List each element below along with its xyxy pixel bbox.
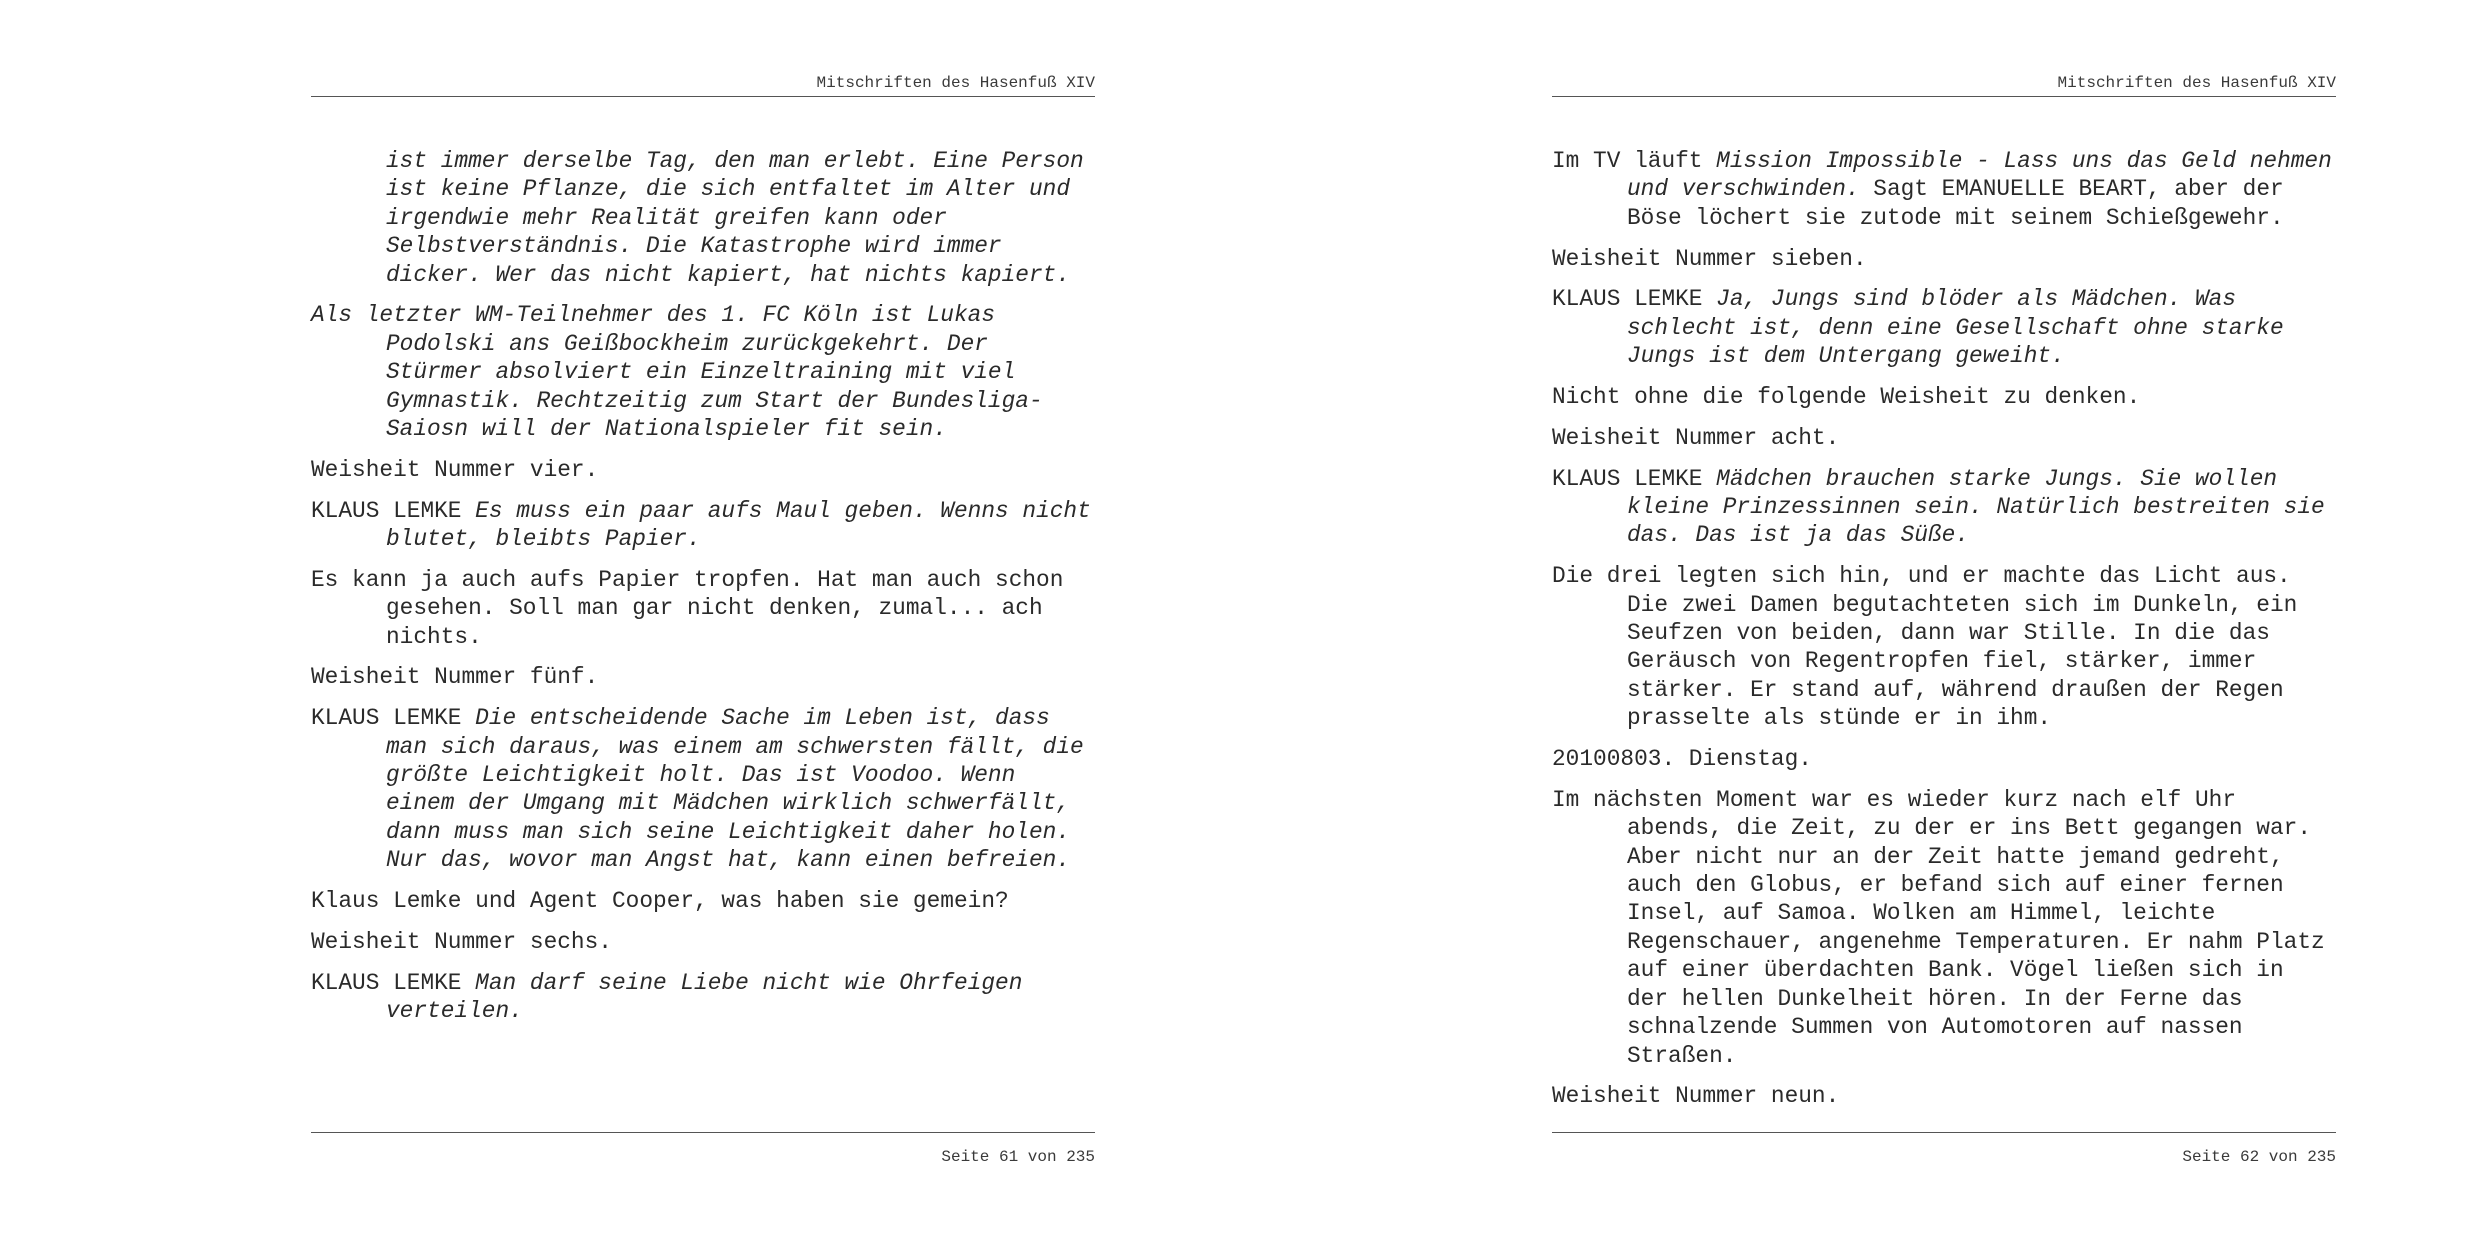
paragraph: Als letzter WM-Teilnehmer des 1. FC Köln ist Lukas Podolski ans Geißbockheim zurückgekehrt. Der Stürmer absolviert ein Einzeltraining mit viel Gymnastik. Rechtzeitig zum Start der Bundesliga-Saiosn will der Nationalspieler fit sein.: [311, 302, 1043, 443]
paragraph: Im nächsten Moment war es wieder kurz nach elf Uhr abends, die Zeit, zu der er ins Bett gegangen war. Aber nicht nur an der Zeit hatte jemand gedreht, auch den Globus, er befand sich auf einer fernen Insel, auf Samoa. Wolken am Himmel, leichte Regenschauer, angenehme Temperaturen. Er nahm Platz auf einer überdachten Bank. Vögel ließen sich in der hellen Dunkelheit hören. In der Ferne das schnalzende Summen von Automotoren auf nassen Straßen.: [1552, 786, 2325, 1069]
speaker-name: KLAUS LEMKE: [1552, 286, 1703, 313]
paragraph: Es kann ja auch aufs Papier tropfen. Hat man auch schon gesehen. Soll man gar nicht denken, zumal... ach nichts.: [311, 566, 1064, 650]
speaker-name: KLAUS LEMKE: [311, 969, 462, 996]
paragraph: KLAUS LEMKE Es muss ein paar aufs Maul geben. Wenns nicht blutet, bleibts Papier.: [311, 497, 1091, 553]
footer-rule: [1552, 1132, 2336, 1133]
paragraph: ist immer derselbe Tag, den man erlebt. Eine Person ist keine Pflanze, die sich entfaltet im Alter und irgendwie mehr Realität greifen kann oder Selbstverständnis. Die Katastrophe wird immer dicker. Wer das nicht kapiert, hat nichts kapiert.: [386, 148, 1084, 288]
paragraph: KLAUS LEMKE Ja, Jungs sind blöder als Mädchen. Was schlecht ist, denn eine Gesellschaft ohne starke Jungs ist dem Untergang geweiht.: [1552, 286, 2284, 370]
footer-rule: [311, 1132, 1095, 1133]
paragraph: KLAUS LEMKE Man darf seine Liebe nicht wie Ohrfeigen verteilen.: [311, 969, 1023, 1025]
header-rule: [311, 96, 1095, 97]
paragraph: Weisheit Nummer sechs.: [311, 928, 612, 955]
running-header: Mitschriften des Hasenfuß XIV: [2057, 74, 2336, 92]
paragraph: Weisheit Nummer fünf.: [311, 664, 599, 691]
page-number: Seite 62 von 235: [2182, 1148, 2336, 1166]
paragraph: Weisheit Nummer vier.: [311, 456, 599, 483]
paragraph: KLAUS LEMKE Mädchen brauchen starke Jungs. Sie wollen kleine Prinzessinnen sein. Natürlich bestreiten sie das. Das ist ja das Süße.: [1552, 465, 2325, 549]
running-header: Mitschriften des Hasenfuß XIV: [816, 74, 1095, 92]
left-page: [311, 0, 1095, 1240]
paragraph: Die drei legten sich hin, und er machte das Licht aus. Die zwei Damen begutachteten sich im Dunkeln, ein Seufzen von beiden, dann war Stille. In die das Geräusch von Regentropfen fiel, stärker, immer stärker. Er stand auf, während draußen der Regen prasselte als stünde er in ihm.: [1552, 563, 2298, 732]
page-body: [311, 147, 1095, 1038]
paragraph: Weisheit Nummer acht.: [1552, 424, 1840, 451]
page-number: Seite 61 von 235: [941, 1148, 1095, 1166]
paragraph: KLAUS LEMKE Die entscheidende Sache im Leben ist, dass man sich daraus, was einem am schwersten fällt, die größte Leichtigkeit holt. Das ist Voodoo. Wenn einem der Umgang mit Mädchen wirklich schwerfällt, dann muss man sich seine Leichtigkeit daher holen. Nur das, wovor man Angst hat, kann einen befreien.: [311, 705, 1084, 874]
paragraph: Klaus Lemke und Agent Cooper, was haben sie gemein?: [311, 888, 1009, 915]
paragraph: Weisheit Nummer sieben.: [1552, 245, 1867, 272]
paragraph: Im TV läuft Mission Impossible - Lass uns das Geld nehmen und verschwinden. Sagt EMANUELLE BEART, aber der Böse löchert sie zutode mit seinem Schießgewehr.: [1552, 148, 2332, 231]
header-rule: [1552, 96, 2336, 97]
paragraph: Weisheit Nummer neun.: [1552, 1083, 1840, 1110]
paragraph: Nicht ohne die folgende Weisheit zu denken.: [1552, 384, 2141, 411]
speaker-name: KLAUS LEMKE: [311, 705, 462, 732]
right-page: [1552, 0, 2336, 1240]
paragraph: 20100803. Dienstag.: [1552, 746, 1812, 773]
page-body: [1552, 147, 2336, 1123]
speaker-name: KLAUS LEMKE: [311, 497, 462, 524]
speaker-name: KLAUS LEMKE: [1552, 465, 1703, 492]
